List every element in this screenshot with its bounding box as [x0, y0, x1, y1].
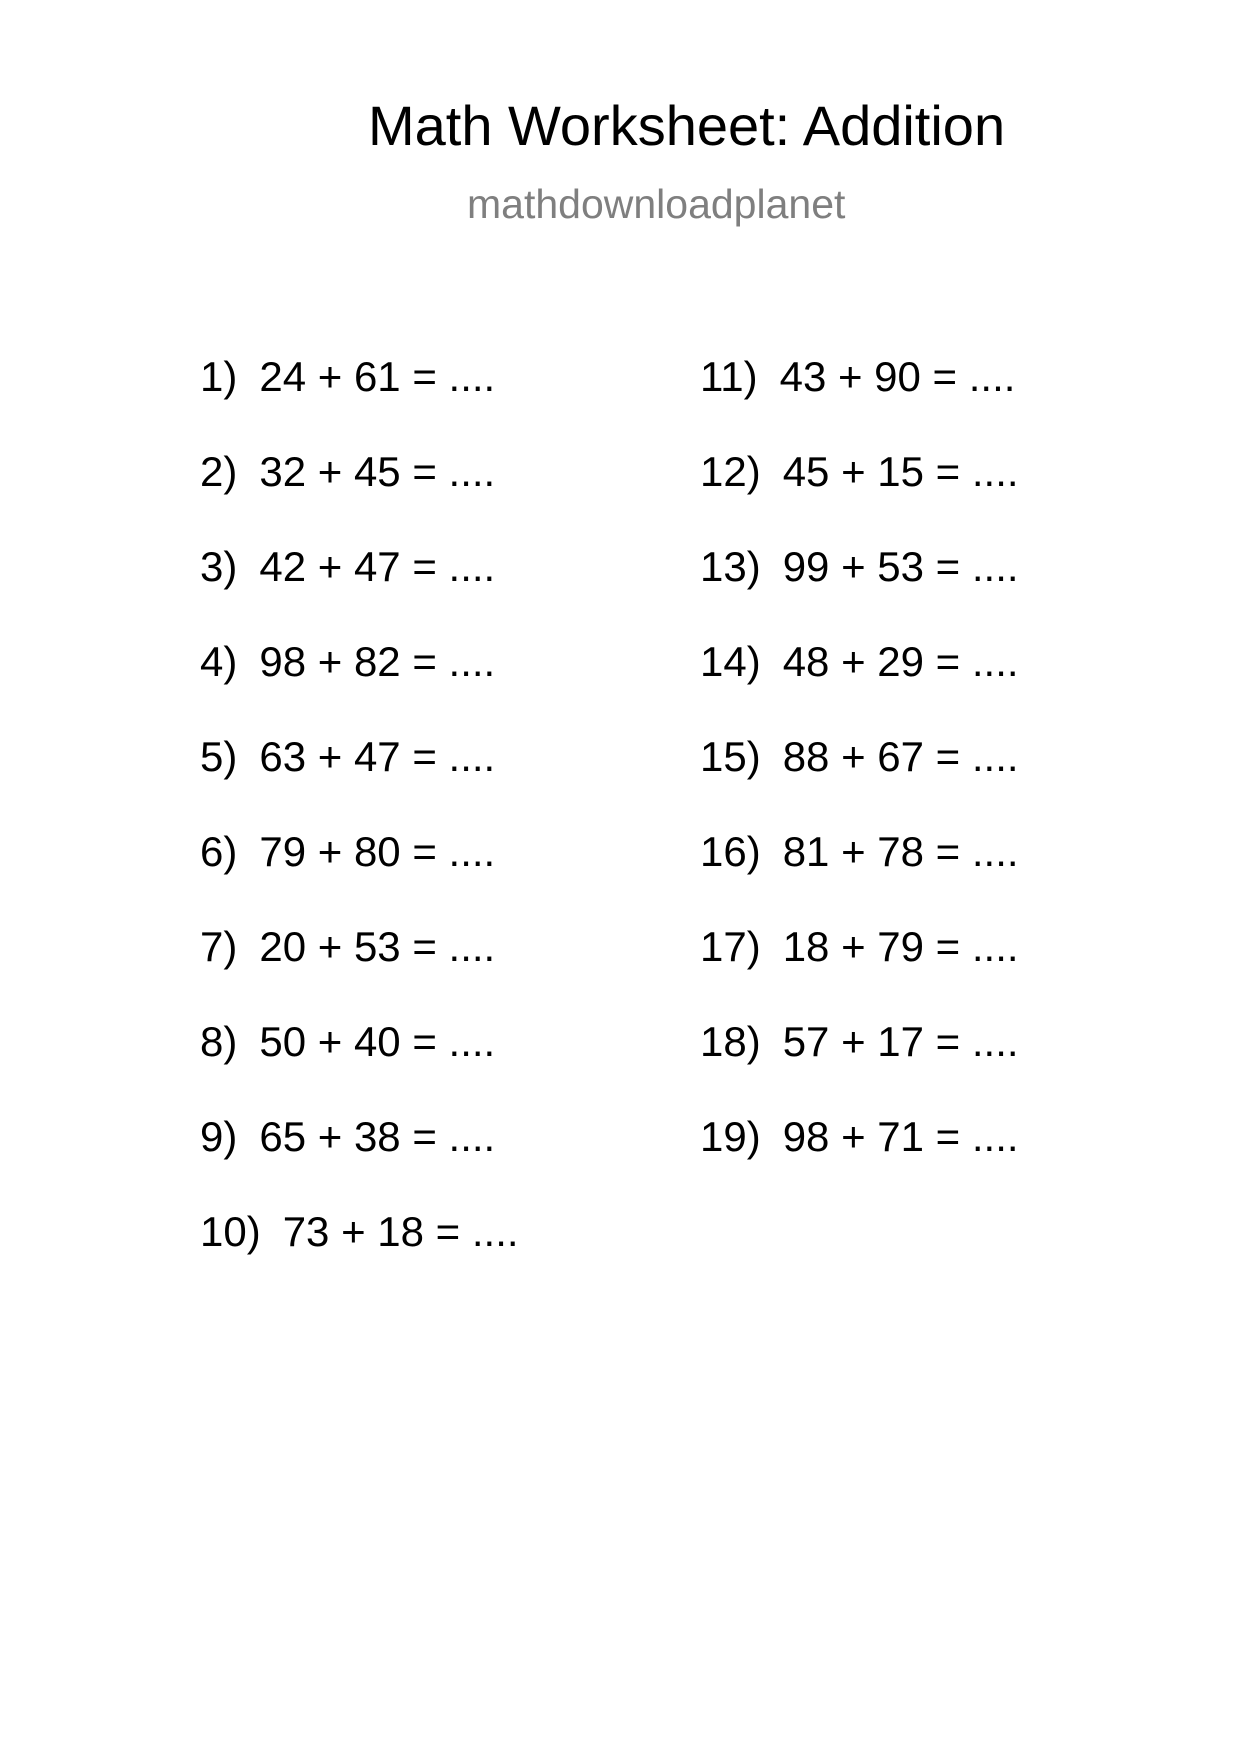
problem-item: [200, 353, 496, 400]
problem-expression: 24 + 61 = ....: [259, 353, 496, 400]
problem-number: 1): [200, 353, 238, 400]
problem-number: 8): [200, 1018, 238, 1065]
problem-item: [200, 923, 496, 970]
problem-item: [700, 638, 1019, 685]
problem-number: 17): [700, 923, 761, 970]
problem-number: 16): [700, 828, 761, 875]
problem-number: 11): [700, 353, 758, 400]
problem-expression: 99 + 53 = ....: [782, 543, 1019, 590]
problem-expression: 79 + 80 = ....: [259, 828, 496, 875]
page-title: Math Worksheet: Addition: [368, 94, 1006, 157]
problem-expression: 65 + 38 = ....: [259, 1113, 496, 1160]
problem-item: [200, 448, 496, 495]
problem-expression: 43 + 90 = ....: [779, 353, 1016, 400]
problem-number: 6): [200, 828, 238, 875]
problem-item: [200, 543, 496, 590]
problem-number: 2): [200, 448, 238, 495]
problem-item: [700, 733, 1019, 780]
problem-item: [700, 543, 1019, 590]
problem-number: 4): [200, 638, 238, 685]
problem-expression: 20 + 53 = ....: [259, 923, 496, 970]
problem-expression: 45 + 15 = ....: [782, 448, 1019, 495]
problem-item: [700, 1018, 1019, 1065]
problem-item: [700, 1113, 1019, 1160]
problem-expression: 63 + 47 = ....: [259, 733, 496, 780]
problem-number: 9): [200, 1113, 238, 1160]
problem-number: 3): [200, 543, 238, 590]
problem-item: [200, 1208, 519, 1255]
problem-number: 19): [700, 1113, 761, 1160]
problem-item: [200, 638, 496, 685]
problem-expression: 81 + 78 = ....: [782, 828, 1019, 875]
problem-number: 14): [700, 638, 761, 685]
problem-item: [200, 1113, 496, 1160]
problem-expression: 73 + 18 = ....: [282, 1208, 519, 1255]
problem-expression: 57 + 17 = ....: [782, 1018, 1019, 1065]
problem-number: 13): [700, 543, 761, 590]
problem-item: [200, 1018, 496, 1065]
problem-number: 10): [200, 1208, 261, 1255]
problem-expression: 98 + 82 = ....: [259, 638, 496, 685]
problem-expression: 42 + 47 = ....: [259, 543, 496, 590]
problem-number: 7): [200, 923, 238, 970]
problem-item: [700, 828, 1019, 875]
problem-expression: 32 + 45 = ....: [259, 448, 496, 495]
problem-item: [700, 448, 1019, 495]
problem-number: 18): [700, 1018, 761, 1065]
problem-number: 15): [700, 733, 761, 780]
page-subtitle: mathdownloadplanet: [467, 181, 846, 227]
problem-expression: 88 + 67 = ....: [782, 733, 1019, 780]
problem-expression: 50 + 40 = ....: [259, 1018, 496, 1065]
problem-expression: 98 + 71 = ....: [782, 1113, 1019, 1160]
problem-number: 12): [700, 448, 761, 495]
problem-item: [200, 733, 496, 780]
problem-item: [200, 828, 496, 875]
problem-expression: 48 + 29 = ....: [782, 638, 1019, 685]
problem-number: 5): [200, 733, 238, 780]
problem-item: [700, 353, 1016, 400]
problem-expression: 18 + 79 = ....: [782, 923, 1019, 970]
problem-item: [700, 923, 1019, 970]
